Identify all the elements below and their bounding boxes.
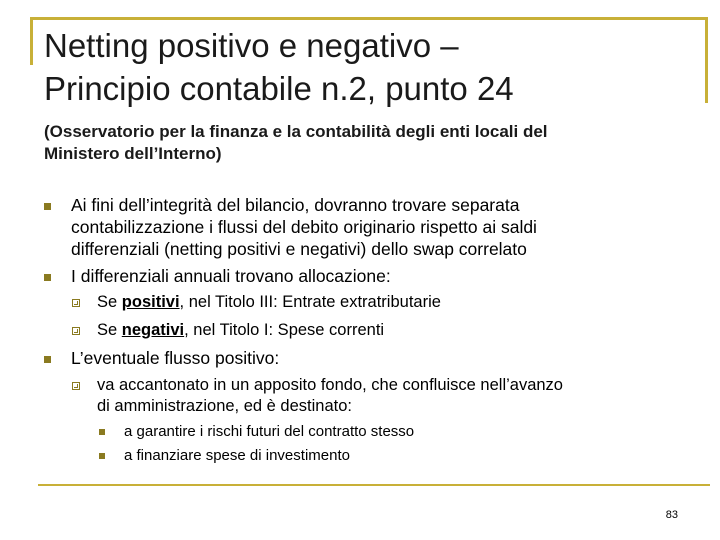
sub-bullet-positivi: Se positivi, nel Titolo III: Entrate extratributarie bbox=[97, 293, 441, 311]
subsub-bullet-1: a garantire i rischi futuri del contratto stesso bbox=[124, 423, 415, 440]
positivi-emphasis: positivi bbox=[121, 293, 180, 311]
title-line-2: Principio contabile n.2, punto 24 bbox=[44, 70, 514, 107]
bullet-1-text bbox=[71, 194, 671, 260]
checkbox-bullet-icon bbox=[72, 382, 80, 390]
bullet-2-text: I differenziali annuali trovano allocazione: bbox=[71, 266, 391, 286]
subtitle-line-2: Ministero dell’Interno) bbox=[44, 144, 222, 163]
checkbox-bullet-icon bbox=[72, 299, 80, 307]
square-bullet-icon bbox=[99, 429, 105, 435]
square-bullet-icon bbox=[44, 203, 51, 210]
sub-bullet-accantonato: va accantonato in un apposito fondo, che confluisce nell’avanzo di amministrazione, ed è destinato: bbox=[97, 376, 563, 415]
negativi-emphasis: negativi bbox=[121, 321, 185, 339]
bullet-1-line-2: contabilizzazione i flussi del debito originario rispetto ai saldi bbox=[71, 217, 537, 237]
bullet-1-line-3: differenziali (netting positivi e negativi) dello swap correlato bbox=[71, 239, 527, 259]
square-bullet-icon bbox=[44, 274, 51, 281]
square-bullet-icon bbox=[44, 356, 51, 363]
subsub-bullet-2: a finanziare spese di investimento bbox=[124, 447, 350, 464]
title-line-1: Netting positivo e negativo – bbox=[44, 27, 459, 64]
square-bullet-icon bbox=[99, 453, 105, 459]
page-number: 83 bbox=[665, 509, 678, 521]
checkbox-bullet-icon bbox=[72, 327, 80, 335]
bullet-3-text: L’eventuale flusso positivo: bbox=[71, 348, 280, 368]
subtitle-line-1: (Osservatorio per la finanza e la contabilità degli enti locali del bbox=[44, 122, 548, 141]
sub-bullet-negativi: Se negativi, nel Titolo I: Spese correnti bbox=[97, 321, 385, 339]
bullet-1-line-1: Ai fini dell’integrità del bilancio, dovranno trovare separata bbox=[71, 195, 520, 215]
